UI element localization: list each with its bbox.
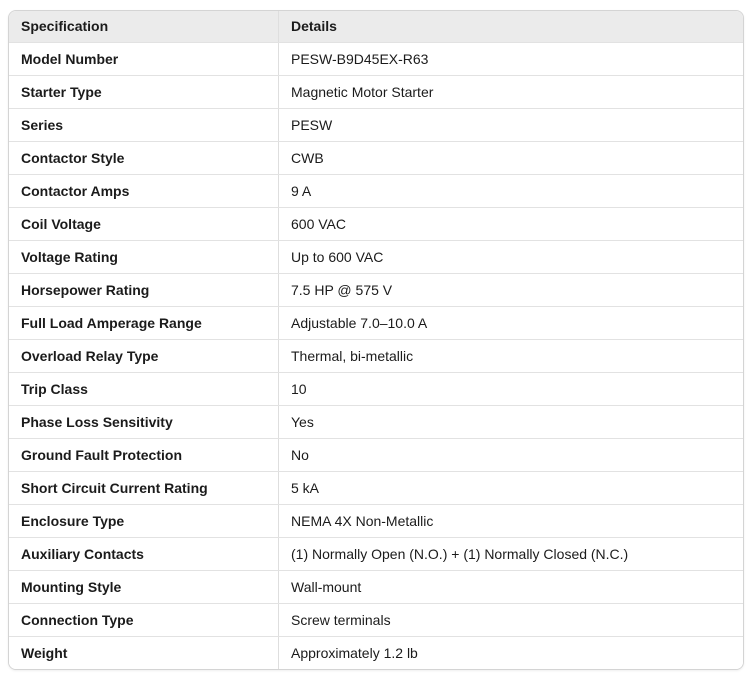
table-row	[9, 603, 743, 636]
details-cell: Screw terminals	[291, 611, 391, 628]
spec-cell: Ground Fault Protection	[9, 439, 279, 471]
spec-cell: Contactor Amps	[9, 175, 279, 207]
header-cell-specification: Specification	[9, 11, 279, 42]
spec-cell: Overload Relay Type	[9, 340, 279, 372]
table-row	[9, 42, 743, 75]
spec-cell: Trip Class	[9, 373, 279, 405]
details-cell: 9 A	[291, 182, 312, 199]
details-cell: PESW	[291, 116, 333, 133]
spec-cell: Weight	[9, 637, 279, 669]
details-cell: 10	[291, 380, 307, 397]
spec-cell: Auxiliary Contacts	[9, 538, 279, 570]
spec-cell: Full Load Amperage Range	[9, 307, 279, 339]
details-cell: CWB	[291, 149, 324, 166]
details-cell: Wall-mount	[291, 578, 362, 595]
header-cell-details: Details	[291, 18, 337, 35]
spec-cell: Starter Type	[9, 76, 279, 108]
details-cell: Yes	[291, 413, 314, 430]
table-row	[9, 306, 743, 339]
table-row	[9, 438, 743, 471]
table-row	[9, 207, 743, 240]
details-cell: Adjustable 7.0–10.0 A	[291, 314, 428, 331]
details-cell: (1) Normally Open (N.O.) + (1) Normally Closed (N.C.)	[291, 545, 629, 562]
table-row	[9, 273, 743, 306]
table-header-row	[9, 11, 743, 42]
spec-cell: Mounting Style	[9, 571, 279, 603]
spec-cell: Contactor Style	[9, 142, 279, 174]
details-cell: 5 kA	[291, 479, 320, 496]
details-cell: 7.5 HP @ 575 V	[291, 281, 393, 298]
spec-cell: Voltage Rating	[9, 241, 279, 273]
spec-cell: Model Number	[9, 43, 279, 75]
table-row	[9, 75, 743, 108]
details-cell: Magnetic Motor Starter	[291, 83, 434, 100]
table-row	[9, 405, 743, 438]
details-cell: NEMA 4X Non-Metallic	[291, 512, 434, 529]
details-cell: No	[291, 446, 309, 463]
spec-cell: Coil Voltage	[9, 208, 279, 240]
details-cell: PESW-B9D45EX-R63	[291, 50, 429, 67]
spec-cell: Horsepower Rating	[9, 274, 279, 306]
table-row	[9, 141, 743, 174]
table-row	[9, 240, 743, 273]
spec-table	[8, 10, 744, 670]
table-row	[9, 471, 743, 504]
table-row	[9, 372, 743, 405]
details-cell: Thermal, bi-metallic	[291, 347, 414, 364]
spec-cell: Enclosure Type	[9, 505, 279, 537]
spec-cell: Series	[9, 109, 279, 141]
table-row	[9, 504, 743, 537]
table-row	[9, 174, 743, 207]
spec-cell: Phase Loss Sensitivity	[9, 406, 279, 438]
table-row	[9, 636, 743, 669]
details-cell: Up to 600 VAC	[291, 248, 384, 265]
table-row	[9, 108, 743, 141]
details-cell: 600 VAC	[291, 215, 346, 232]
table-row	[9, 537, 743, 570]
spec-cell: Connection Type	[9, 604, 279, 636]
table-row	[9, 339, 743, 372]
details-cell: Approximately 1.2 lb	[291, 644, 418, 661]
spec-cell: Short Circuit Current Rating	[9, 472, 279, 504]
table-row	[9, 570, 743, 603]
